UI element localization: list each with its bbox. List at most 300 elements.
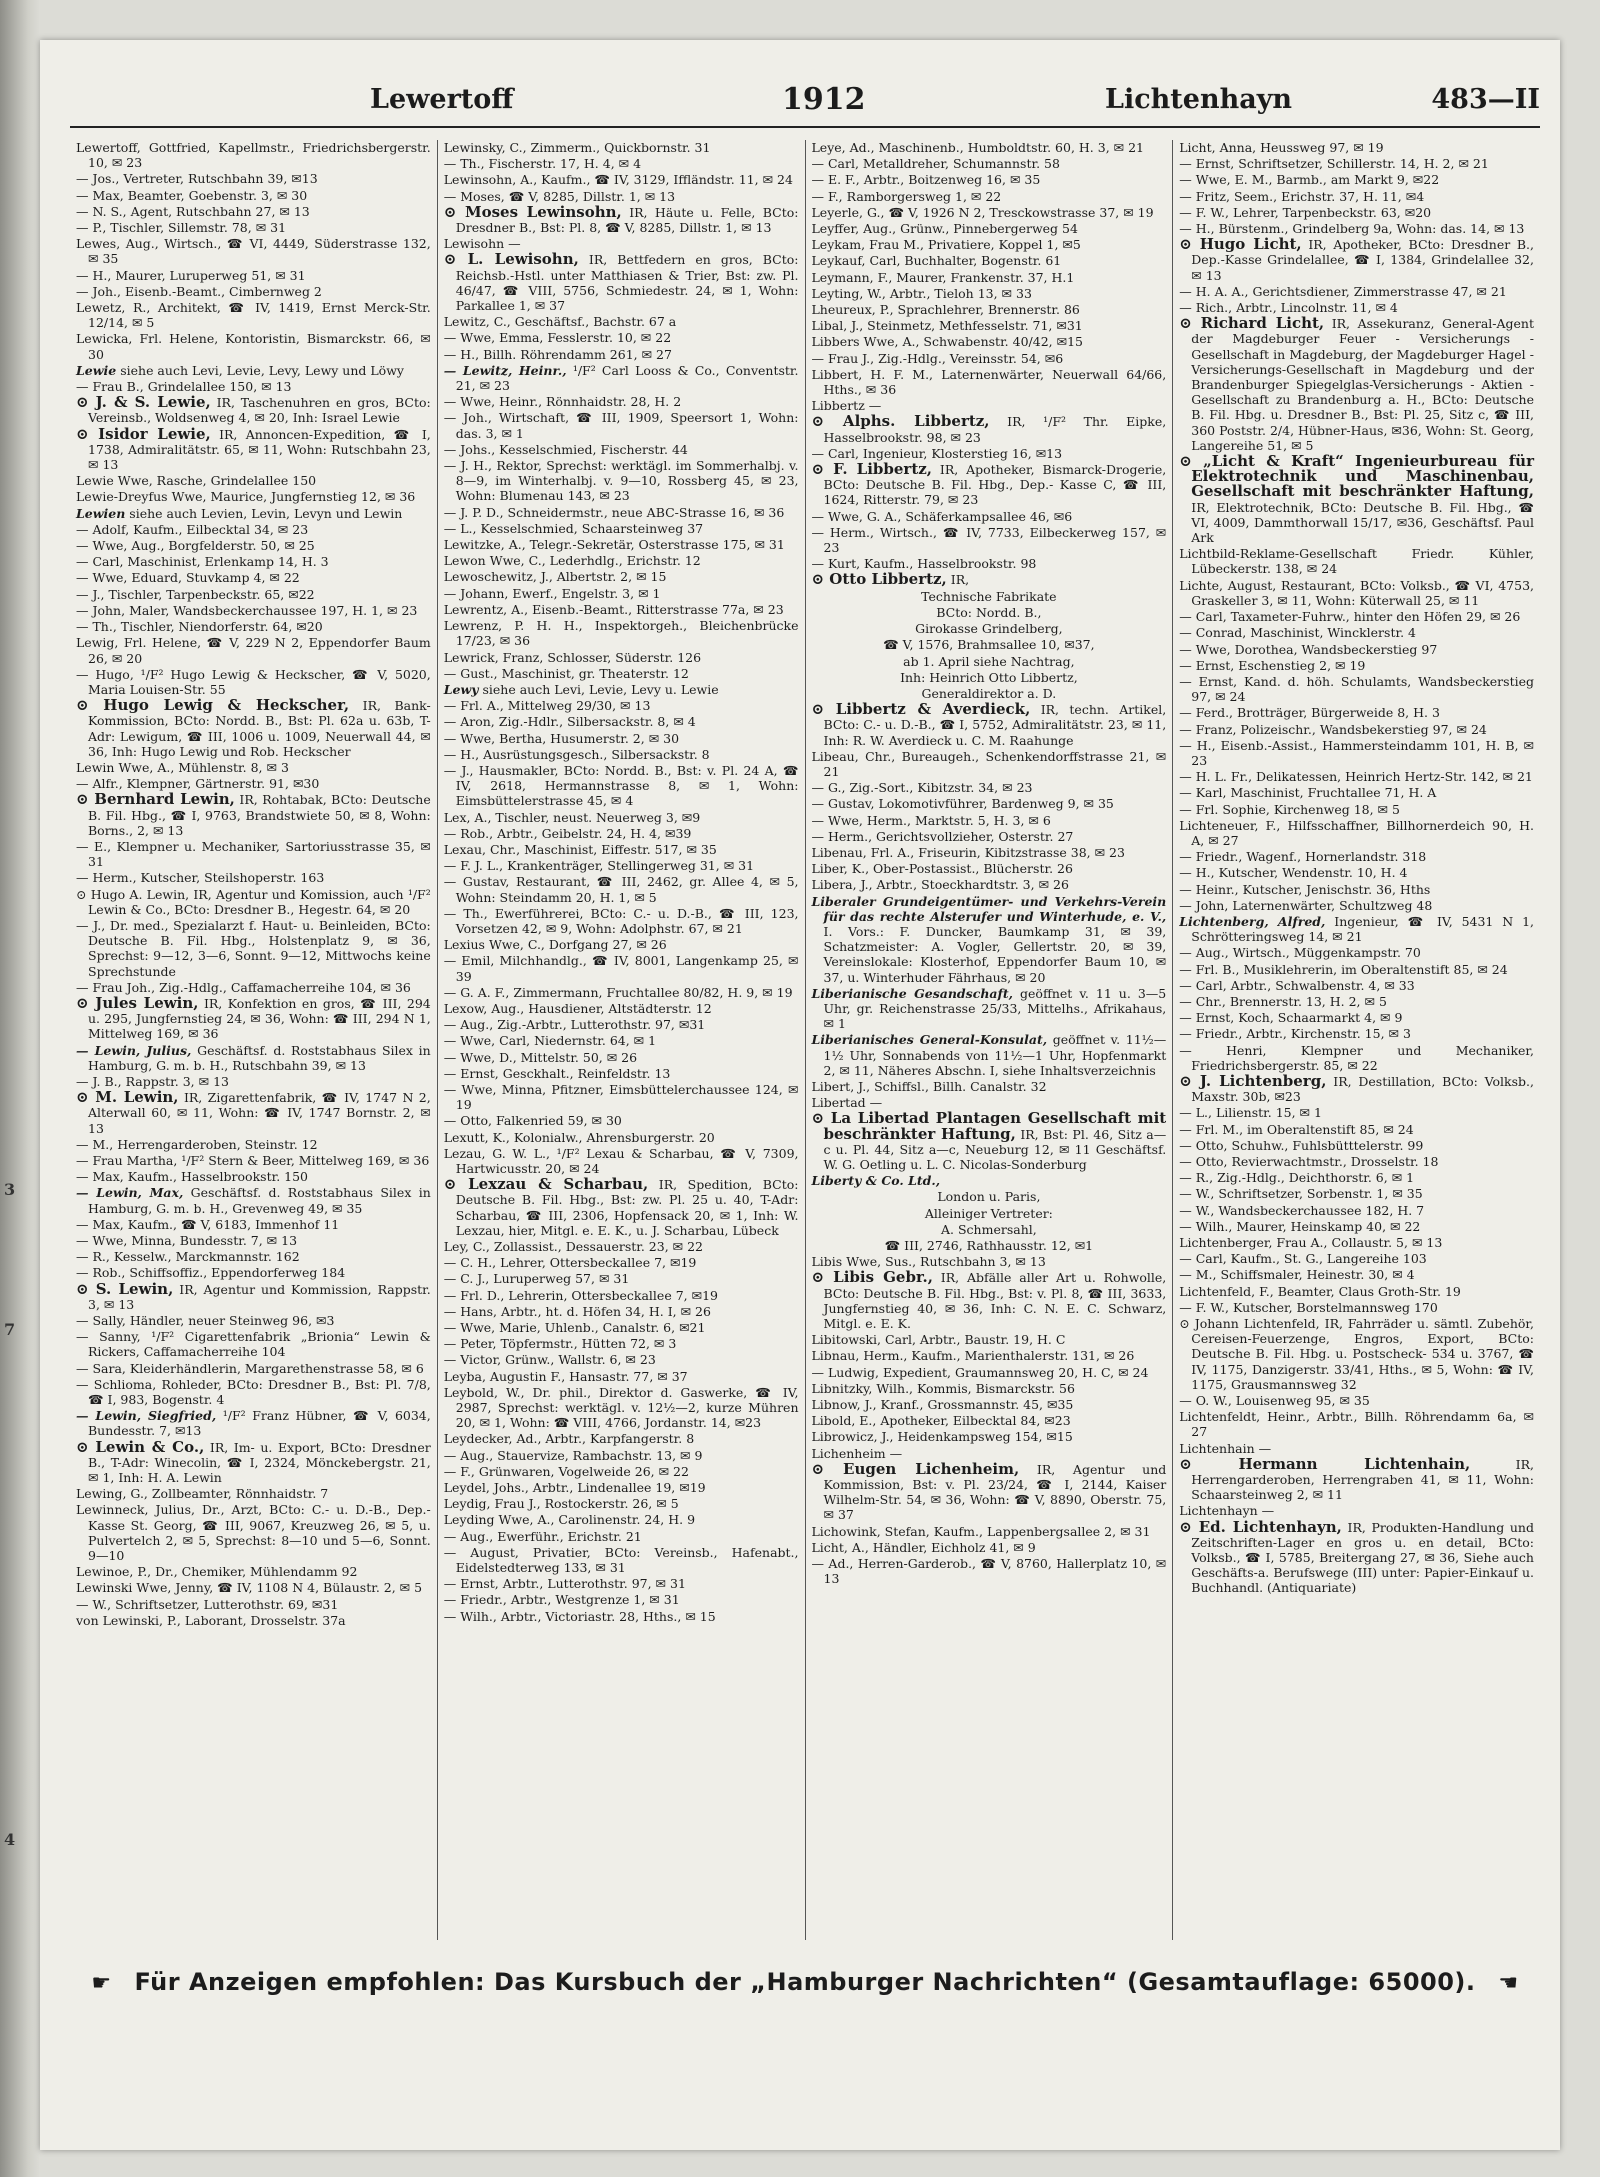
directory-entry [812,446,1167,461]
directory-entry [1179,674,1534,704]
entry-details: Ramborgersweg 1, ✉ 22 [846,188,1002,204]
entry-details: IR, Apotheker, Bismarck-Drogerie, BCto: Deutsche B. Fil. Hbg., Dep.- Kasse C, ☎ III, 1624, Ritterstr. 79, ✉ 23 [823,462,1167,508]
entry-name: Lewien [76,505,126,521]
directory-entry [812,1397,1167,1412]
entry-name: London u. Paris, [937,1189,1041,1205]
entry-name: — Max, [76,187,124,203]
entry-name: — Sanny, [76,1329,141,1345]
entry-details: IR, Apotheker, BCto: Dresdner B., Dep.-Kasse Grindelallee, ☎ I, 1384, Grindelallee 32, ✉ 13 [1191,237,1534,283]
directory-entry [1179,454,1534,545]
entry-details: Falkenried 59, ✉ 30 [496,1113,622,1129]
entry-name: Leye, [811,140,846,155]
entry-name: Libnitzky, [811,1380,873,1396]
entry-details: Klempner und Mechaniker, Friedrichsbergerstr. 85, ✉ 22 [1191,1042,1534,1073]
directory-entry [444,1448,799,1463]
directory-entry [812,894,1167,985]
entry-name: — F. J. L., [443,858,504,874]
entry-name: — Frl. D., [443,1287,505,1303]
entry-name: Libenau, [811,844,867,860]
directory-entry [444,1320,799,1335]
directory-entry [444,236,799,251]
entry-name: Lichtenhain — [1179,1440,1272,1456]
directory-entry [1179,1105,1534,1120]
entry-details: Eisenb.-Assist., Hammersteindamm 101, H. B, ✉ 23 [1191,737,1534,768]
directory-entry [1179,882,1534,897]
entry-details: IR, Zigarettenfabrik, ☎ IV, 1747 N 2, Alterwall 60, ✉ 11, Wohn: ☎ IV, 1747 Bornstr. 2, ✉ 13 [88,1090,431,1136]
entry-details: Arbtr., Boitzenweg 16, ✉ 35 [863,172,1041,188]
entry-name: — Ernst, [443,1065,499,1081]
entry-name: Lichtenhayn — [1179,1503,1275,1519]
entry-name: ⊙ Hugo A. Lewin, [76,886,190,902]
entry-details: Gesckhalt., Reinfeldstr. 13 [502,1065,671,1081]
entry-details: Wwe, A., Schwabenstr. 40/42, ✉15 [863,334,1083,350]
entry-name: — Wwe, [1179,172,1231,188]
directory-entry [76,140,431,170]
directory-entry [76,522,431,537]
directory-entry [812,253,1167,268]
entry-details: siehe auch Levi, Levie, Levy, Lewy und Löwy [120,362,404,378]
directory-entry [1179,1219,1534,1234]
entry-details: Kutscher, Jenischstr. 36, Hths [1242,881,1431,897]
directory-entry [76,1169,431,1184]
entry-name: — J. H., [443,458,492,474]
entry-name: — C. J., [443,1271,490,1287]
entry-details: Stauervize, Rambachstr. 13, ✉ 9 [497,1447,703,1463]
directory-entry [444,1385,799,1431]
directory-entry [76,1265,431,1280]
entry-name: — Joh., [443,410,492,426]
entry-details: Zig.-Arbtr., Lutterothstr. 97, ✉31 [497,1017,706,1033]
directory-entry [76,887,431,917]
entry-name: — Friedr., [443,1592,507,1608]
entry-details: Grindelallee 150, ✉ 13 [147,379,292,395]
entry-details: G. W. L., ¹/F² Lexau & Scharbau, ☎ V, 7309, Hartwicusstr. 20, ✉ 24 [455,1145,799,1176]
directory-entry [444,363,799,393]
entry-name: ⊙ Bernhard Lewin, [76,790,235,809]
directory-entry [1179,1010,1534,1025]
entry-details: Tischler, Sillemstr. 78, ✉ 31 [110,220,287,236]
entry-name: — Th., [443,905,488,921]
entry-details: Rappstr. 3, ✉ 13 [125,1073,229,1089]
entry-details: Chr., Bureaugeh., Schenkendorffstrasse 21, ✉ 21 [823,748,1167,779]
entry-name: ⊙ Hugo Licht, [1179,235,1302,254]
directory-entry [1179,994,1534,1009]
directory-entry [812,637,1167,652]
entry-details: IR, Im- u. Export, BCto: Dresdner B., T-Adr: Winecolin, ☎ I, 2324, Mönckebergstr. 21, ✉ 1, Inh: H. A. Lewin [88,1439,431,1486]
directory-entry [444,505,799,520]
directory-entry [811,1459,1167,1523]
directory-entry [444,330,799,345]
directory-entry [76,1313,431,1328]
directory-entry [1179,172,1534,187]
directory-entry [812,156,1167,171]
entry-details: Beamter, Goebenstr. 3, ✉ 30 [127,187,308,203]
entry-details: Kutscher, Wendenstr. 10, H. 4 [1218,865,1408,881]
entry-name: — Hugo, [76,666,134,682]
directory-entry [444,537,799,552]
entry-name: Lichowink, [811,1523,881,1539]
entry-details: ☎ V, 8285, Dillstr. 1, ✉ 13 [508,188,676,204]
entry-details: Kesselschmied, Schaarsteinweg 37 [480,520,704,536]
directory-entry [444,953,799,983]
directory-entry [812,813,1167,828]
directory-entry [444,1113,799,1128]
entry-details: Bertha, Husumerstr. 2, ✉ 30 [499,730,680,746]
entry-name: — H. L. Fr., [1179,769,1253,785]
entry-name: ⊙ Otto Libbertz, [811,570,947,589]
entry-name: — Lewin, Siegfried, [76,1408,217,1424]
entry-details: Töpfermstr., Hütten 72, ✉ 3 [500,1336,677,1352]
directory-entry [76,1329,431,1359]
entry-name: ⊙ Libis Gebr., [811,1268,933,1287]
entry-name: — John, [1179,897,1229,913]
entry-details: Lübeckerstr. 138, ✉ 24 [1191,561,1338,577]
entry-name: — Wwe, [811,508,863,524]
directory-entry [444,1576,799,1591]
entry-details: Dr. med., Spezialarzt f. Haut- u. Beinleiden, BCto: Deutsche B. Fil. Hbg., Holstenplatz 9, ✉ 36, Sprechst: 9—12, 3—6, Sonnt. 9—12, Mittwochs keine Sprechstunde [88,917,431,979]
directory-entry [76,1437,431,1486]
directory-entry [812,1222,1167,1237]
entry-details: Kaufm., St. G., Langereihe 103 [1230,1251,1427,1267]
entry-details: Metalldreher, Schumannstr. 58 [862,156,1060,172]
directory-entry [444,698,799,713]
directory-entry [812,398,1167,413]
entry-details: C., Zollassist., Dessauerstr. 23, ✉ 22 [472,1239,704,1255]
entry-name: — Franz, [1179,721,1237,737]
entry-name: ⊙ Alphs. Libbertz, [811,412,990,431]
entry-details: E., Apotheker, Eilbecktal 84, ✉23 [859,1413,1071,1429]
entry-details: Johs., Arbtr., Lindenallee 19, ✉19 [493,1480,706,1496]
directory-entry [812,845,1167,860]
entry-details: Wwe, A., Mühlenstr. 8, ✉ 3 [118,759,289,775]
entry-details: siehe auch Levien, Levin, Levyn und Lewin [129,505,403,521]
directory-entry [1179,1454,1534,1503]
directory-entry [1179,818,1534,848]
entry-name: ⊙ Moses Lewinsohn, [443,202,622,221]
entry-details: IR, Abfälle aller Art u. Rohwolle, BCto: Deutsche B. Fil. Hbg., Bst: v. Pl. 8, ☎ III, 3633, Jungfernstieg 40, ✉ 36, Inh: C. N. E. C. Schwarz, Mitgl. e. E. K. [823,1270,1167,1332]
entry-name: — Frl. Sophie, [1179,801,1270,817]
entry-name: Lewinski [76,1580,133,1596]
directory-entry [444,458,799,504]
header-first-entry: Lewertoff [370,84,514,115]
entry-name: ⊙ Lexzau & Scharbau, [443,1175,649,1194]
entry-name: Lewinsky, [443,140,506,155]
entry-details: IR, Annoncen-Expedition, ☎ I, 1738, Admiralitätstr. 65, ✉ 11, Wohn: Rutschbahn 23, ✉ 13 [88,426,431,473]
entry-name: Lexius [443,937,485,953]
entry-details: Maurer, Heinskamp 40, ✉ 22 [1236,1218,1421,1234]
directory-entry [76,1137,431,1152]
directory-entry [76,220,431,235]
directory-entry [1179,316,1534,453]
directory-entry [444,1529,799,1544]
entry-details: P. H. H., Inspektorgeh., Bleichenbrücke 17/23, ✉ 36 [455,618,799,649]
column-3 [806,140,1174,1940]
entry-details: ¹/F² Stern & Beer, Mittelweg 169, ✉ 36 [181,1153,430,1168]
directory-entry [76,603,431,618]
directory-entry [76,980,431,995]
entry-details: Rektor, Sprechst: werktägl. im Sommerhalbj. v. 8—9, im Winterhalbj. v. 9—10, Rossberg 45, ✉ 23, Wohn: Blumenau 143, ✉ 23 [455,458,799,504]
entry-name: — Wwe, [1179,641,1231,657]
entry-details: IR, ¹/F² Thr. Eipke, Hasselbrookstr. 98, ✉ 23 [823,414,1167,445]
page-number: 483—II [1431,84,1540,115]
directory-entry [812,1189,1167,1204]
entry-details: IR, Spedition, BCto: Deutsche B. Fil. Hbg., Bst: zw. Pl. 25 u. 40, T-Adr: Scharbau, ☎ III, 2306, Hopfensack 20, ✉ 1, Inh: W. Lexzau, hier, Mitgl. e. E. K., u. J. Scharbau, Lübeck [455,1177,799,1238]
directory-entry [1179,978,1534,993]
entry-details: C., Geschäftsf., Bachstr. 67 a [493,314,677,330]
directory-entry [812,829,1167,844]
entry-name: Technische Fabrikate [921,588,1057,604]
directory-entry [812,877,1167,892]
entry-details: Kaufm., Hasselbrookstr. 98 [864,556,1037,572]
directory-entry [444,858,799,873]
entry-name: Lewrentz, [443,601,508,617]
directory-entry [443,202,799,236]
directory-entry [1179,221,1534,236]
entry-name: — Ernst, [1179,1010,1235,1026]
directory-entry [76,1613,431,1628]
directory-entry [444,842,799,857]
entry-name: — Otto, [1179,1137,1228,1153]
entry-details: Milchhandlg., ☎ IV, 8001, Langenkamp 25, ✉ 39 [455,953,799,984]
directory-entry [444,650,799,665]
entry-name: — Wwe, [76,538,128,554]
entry-name: Lichtenfeldt, [1179,1409,1261,1425]
directory-entry [1179,1267,1534,1282]
directory-entry [76,268,431,283]
entry-name: — Ernst, [1179,673,1238,689]
entry-details: Minna, Pfitzner, Eimsbüttelerchaussee 124, ✉ 19 [455,1081,799,1113]
entry-details: Grünwaren, Vogelweide 26, ✉ 22 [478,1463,689,1479]
directory-entry [444,1288,799,1303]
entry-name: — W., [1179,1186,1215,1202]
directory-entry [812,1079,1167,1094]
directory-entry [1179,898,1534,913]
entry-name: — M., [76,1136,114,1152]
directory-entry [812,621,1167,636]
entry-details: Carl, Buchhalter, Bogenstr. 61 [869,253,1062,269]
entry-name: — Frl. M., [1179,1121,1244,1137]
entry-details: IR, Assekuranz, General-Agent der Magdeburger Feuer - Versicherungs - Gesellschaft in Magdeburg, der Magdeburger Hagel - Versicherungs-Gesellschaft in Magdeburg und der Brandenburger Spiegelglas-Versicherungs - Aktien - Gesellschaft zu Brandenburg a. H., BCto: Deutsche B. Fil. Hbg. u. Dresdner B., Bst: Pl. 25, Sitz c, ☎ III, 360 Poststr. 2/4, Hübner-Haus, ✉36, Wohn: St. Georg, Langereihe 51, ✉ 5 [1191,316,1535,453]
entry-details: Frl. A., Friseurin, Kibitzstrasse 38, ✉ 23 [870,844,1125,860]
entry-details: Eduard, Stuvkamp 4, ✉ 22 [131,570,300,586]
entry-name: — Wwe, [443,1081,497,1097]
entry-name: — E., [76,838,112,854]
directory-entry [444,1177,799,1238]
entry-name: Libbertz — [811,398,882,414]
entry-name: — Max, [76,1216,124,1232]
entry-name: ⊙ Eugen Lichenheim, [811,1459,1020,1478]
entry-details: im Oberaltenstift 85, ✉ 24 [1247,1121,1414,1137]
directory-entry [444,666,799,681]
directory-entry [812,780,1167,795]
directory-entry [444,1369,799,1384]
entry-name: Inh: Heinrich Otto Libbertz, [900,669,1078,685]
directory-entry [76,1408,431,1438]
entry-details: Gerichtsdiener, Zimmerstrasse 47, ✉ 21 [1252,283,1507,299]
directory-entry [1179,1409,1534,1439]
directory-entry [444,1239,799,1254]
entry-details: Zig.-Sort., Kibitzstr. 34, ✉ 23 [849,780,1033,796]
entry-details: Ad., Arbtr., Karpfangerstr. 8 [516,1431,695,1447]
directory-entry [1179,1503,1534,1518]
directory-entry [812,589,1167,604]
directory-entry [812,1365,1167,1380]
entry-name: ⊙ J. & S. Lewie, [76,393,211,412]
entry-details: Tischler, Niendorferstr. 64, ✉20 [120,619,323,635]
entry-name: Libnow, [811,1397,861,1413]
entry-details: J., Kranf., Grossmannstr. 45, ✉35 [864,1397,1074,1413]
entry-details: Kutscher, Borstelmannsweg 170 [1233,1299,1438,1315]
entry-name: Lichteneuer, [1179,817,1259,833]
directory-entry [444,553,799,568]
entry-name: — H., [443,346,480,362]
entry-details: A., Eisenb.-Beamt., Ritterstrasse 77a, ✉ 23 [511,601,784,617]
entry-name: — Fritz, [1179,188,1230,204]
entry-name: Generaldirektor a. D. [921,685,1057,701]
entry-name: — Lewin, Max, [76,1185,184,1201]
entry-name: — F., [443,1463,475,1479]
directory-entry [812,351,1167,366]
entry-details: Koch, Schaarmarkt 4, ✉ 9 [1238,1010,1403,1026]
entry-details: Brotträger, Bürgerweide 8, H. 3 [1237,705,1440,721]
directory-entry [444,602,799,617]
entry-name: — Hans, [443,1303,498,1319]
directory-entry [1179,1122,1534,1137]
entry-details: Lehrer, Tarpenbeckstr. 63, ✉20 [1233,204,1432,220]
entry-name: — Ad., [811,1556,854,1572]
entry-name: ⊙ F. Libbertz, [811,460,932,479]
directory-entry [1179,205,1534,220]
directory-entry [444,763,799,809]
entry-name: — Wwe, [76,570,128,586]
directory-entry [444,1352,799,1367]
entry-name: — Max, [76,1169,124,1185]
directory-entry [812,1238,1167,1253]
directory-entry [444,1146,799,1176]
directory-entry [1179,284,1534,299]
entry-details: Schriftsetzer, Lutterothstr. 69, ✉31 [115,1596,339,1612]
entry-details: H. F. M., Laternenwärter, Neuerwall 64/66, Hths., ✉ 36 [823,366,1167,398]
entry-name: — Ferd., [1179,705,1234,721]
directory-entry [812,205,1167,220]
entry-name: — Aug., [443,1017,494,1033]
directory-entry [444,1496,799,1511]
directory-entry [444,906,799,936]
directory-entry [1179,658,1534,673]
entry-details: Emma, Fesslerstr. 10, ✉ 22 [499,330,672,346]
entry-name: Alleiniger Vertreter: [924,1205,1053,1221]
entry-name: Lichte, [1179,577,1223,593]
entry-name: — G., [811,780,846,796]
entry-name: — Herm., [811,524,874,540]
directory-entry [76,1249,431,1264]
entry-details: Privatier, BCto: Vereinsb., Hafenabt., Eidelstedterweg 133, ✉ 31 [455,1544,799,1576]
entry-name: Ley, [443,1239,469,1255]
book-gutter [0,0,40,2177]
entry-name: — Carl, [76,554,124,570]
directory-entry [76,379,431,394]
directory-entry [812,1173,1167,1188]
entry-name: — Wwe, [443,394,496,410]
entry-details: Fischerstr. 17, H. 4, ✉ 4 [488,156,642,172]
entry-details: Tischler, Tarpenbeckstr. 65, ✉22 [108,586,315,602]
entry-details: IR, Konfektion en gros, ☎ III, 294 u. 295, Jungfernstieg 24, ✉ 36, Wohn: ☎ III, 294 N 1, Mittelweg 169, ✉ 36 [88,995,431,1042]
entry-details: Lilienstr. 15, ✉ 1 [1215,1105,1322,1121]
entry-details: Wwe, C., Dorfgang 27, ✉ 26 [488,937,667,953]
entry-details: ¹/F² Hugo Lewig & Heckscher, ☎ V, 5020, Maria Louisen-Str. 55 [88,666,431,697]
entry-details: Lehrer, Ottersbeckallee 7, ✉19 [500,1255,697,1271]
entry-name: Lexau, [443,841,486,857]
entry-name: — H., [443,746,480,762]
entry-name: — N. S., [76,203,127,219]
directory-entry [1179,1316,1534,1392]
entry-details: J., Heidenkampsweg 154, ✉15 [881,1429,1073,1445]
entry-name: Lewig, [76,635,119,651]
entry-details: Klempner, Gärtnerstr. 91, ✉30 [126,776,320,792]
directory-entry [76,171,431,186]
entry-name: Lichtenfeld, [1179,1283,1256,1299]
column-2 [438,140,806,1940]
entry-name: Liberianische Gesandschaft, [811,985,1014,1001]
directory-entry [444,1304,799,1319]
directory-entry [444,156,799,171]
directory-entry [444,1592,799,1607]
entry-details: Kutscher, Steilshoperstr. 163 [140,870,325,886]
directory-entry [812,221,1167,236]
directory-entry [1179,1441,1534,1456]
directory-entry [812,367,1167,397]
entry-name: Leyerle, [811,204,864,220]
entry-name: — J. P. D., [443,504,504,520]
entry-name: Licht, [1179,140,1216,155]
directory-entry [812,270,1167,285]
directory-entry [812,1206,1167,1221]
entry-name: — Wwe, [443,1049,496,1065]
entry-name: Lewrick, [443,649,499,665]
entry-name: Leykam, [811,237,866,253]
directory-entry [76,587,431,602]
directory-entry [76,1074,431,1089]
directory-entry [444,714,799,729]
entry-details: Maler, Wandsbeckerchaussee 197, H. 1, ✉ 23 [129,602,418,618]
directory-entry [444,937,799,952]
gutter-mark: 3 [4,1180,16,1199]
directory-entry [1179,546,1534,576]
entry-details: Eisenb.-Beamt., Cimbernweg 2 [125,283,322,299]
entry-details: Geschäftsf. d. Roststabhaus Silex in Hamburg, G. m. b. H., Grevenweg 49, ✉ 35 [88,1185,431,1216]
entry-name: Lichtenberg, Alfred, [1179,913,1326,929]
entry-name: Lichtbild-Reklame-Gesellschaft Friedr. Kühler, [1179,546,1534,562]
directory-entry [812,749,1167,779]
entry-details: Wirtschaft, ☎ III, 1909, Speersort 1, Wohn: das. 3, ✉ 1 [455,410,799,441]
directory-entry [444,140,799,155]
directory-entry [1179,189,1534,204]
entry-name: — Karl, [1179,785,1227,801]
entry-name: — Carl, [811,156,859,172]
entry-name: — F. W., [1179,204,1230,220]
entry-details: IR, Bettfedern en gros, BCto: Reichsb.-Hstl. unter Matthiasen & Trier, Bst: zw. Pl. 46/47, ☎ VIII, 5756, Schmiedestr. 24, ✉ 1, Wohn: Parkallee 1, ✉ 37 [455,252,799,314]
entry-name: — O. W., [1179,1393,1232,1409]
entry-name: Lewy [443,681,479,697]
entry-name: — Ernst, [443,1576,499,1592]
entry-name: — Lewitz, Heinr., [443,362,567,378]
directory-entry [1179,1154,1534,1169]
entry-details: Wirtsch., ☎ IV, 7733, Eilbeckerweg 157, ✉ 23 [823,524,1167,556]
directory-entry [1179,865,1534,880]
entry-name: Libold, [811,1413,856,1429]
entry-details: Stefan, Kaufm., Lappenbergsallee 2, ✉ 31 [884,1523,1151,1539]
directory-entry [812,605,1167,620]
